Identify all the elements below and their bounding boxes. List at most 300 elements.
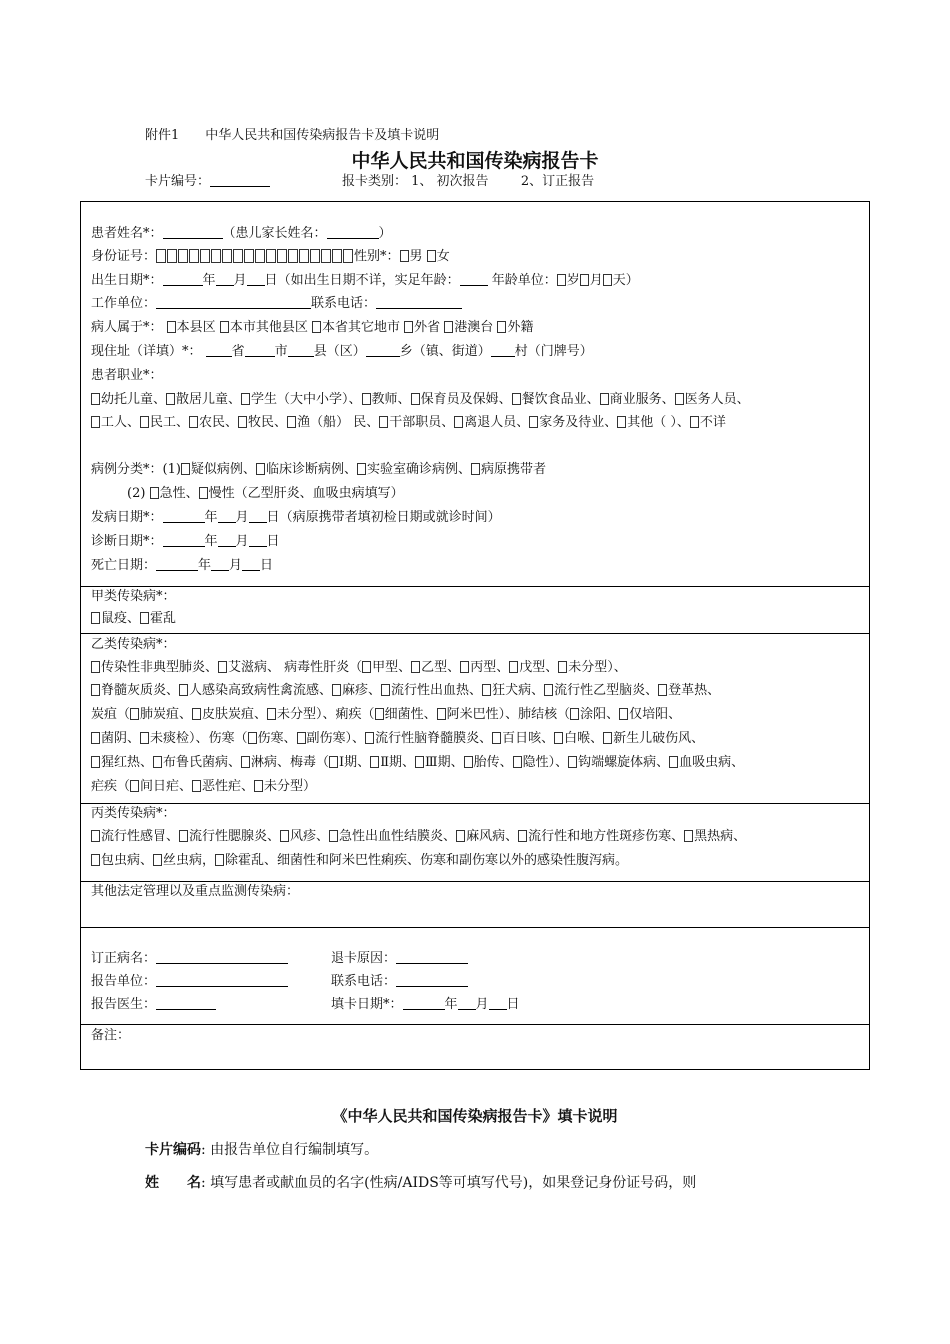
option-checkbox[interactable] bbox=[482, 684, 491, 696]
option-checkbox[interactable] bbox=[254, 780, 263, 792]
option-label: 流行性乙型脑炎、 bbox=[554, 683, 659, 698]
age-unit-label: 岁 bbox=[566, 273, 580, 288]
option-checkbox[interactable] bbox=[91, 393, 100, 405]
month-unit: 月 bbox=[235, 534, 249, 549]
belong-checkbox[interactable] bbox=[497, 321, 506, 333]
id-number-boxes[interactable] bbox=[156, 249, 354, 264]
class-b-label: 乙类传染病*： bbox=[91, 637, 176, 652]
option-label: 阿米巴性）、肺结核（ bbox=[446, 707, 571, 722]
option-label: Ⅱ期、 bbox=[380, 755, 416, 770]
male-checkbox[interactable] bbox=[400, 250, 409, 262]
option-label: 黑热病、 bbox=[694, 829, 747, 844]
belong-option-label: 本省其它地市 bbox=[321, 320, 400, 335]
option-label: 离退人员、 bbox=[464, 415, 530, 430]
instruction-2-label: 姓 名 bbox=[145, 1175, 201, 1191]
page-title: 中华人民共和国传染病报告卡 bbox=[351, 150, 599, 172]
id-digit-box[interactable] bbox=[343, 249, 353, 263]
option-label: 麻疹、 bbox=[342, 683, 382, 698]
option-label: 流行性感冒、 bbox=[101, 829, 180, 844]
unit-row bbox=[91, 973, 288, 991]
birth-day-input[interactable] bbox=[247, 273, 265, 286]
instructions-title: 《中华人民共和国传染病报告卡》填卡说明 bbox=[332, 1107, 618, 1125]
option-checkbox[interactable] bbox=[329, 830, 338, 842]
option-checkbox[interactable] bbox=[513, 756, 522, 768]
option-label: 流行性出血热、 bbox=[391, 683, 483, 698]
option-label: 艾滋病、 病毒性肝炎（ bbox=[228, 660, 363, 675]
option-checkbox[interactable] bbox=[256, 463, 265, 475]
class-b-options-3 bbox=[130, 707, 681, 722]
option-checkbox[interactable] bbox=[166, 393, 175, 405]
option-checkbox[interactable] bbox=[215, 854, 224, 866]
option-checkbox[interactable] bbox=[150, 487, 159, 499]
doctor-input[interactable] bbox=[156, 997, 216, 1010]
address-input[interactable] bbox=[245, 344, 275, 357]
option-checkbox[interactable] bbox=[189, 416, 198, 428]
belong-options bbox=[163, 320, 534, 335]
instruction-1-text: : 由报告单位自行编制填写。 bbox=[201, 1142, 379, 1158]
option-label: 牧民、 bbox=[248, 415, 288, 430]
option-label: 教师、 bbox=[371, 392, 411, 407]
option-checkbox[interactable] bbox=[91, 732, 100, 744]
option-label: 包虫病、 bbox=[101, 853, 154, 868]
option-label: 百日咳、 bbox=[502, 731, 555, 746]
report-type-initial[interactable]: 1、 初次报告 bbox=[411, 174, 489, 189]
option-label: 临床诊断病例、 bbox=[265, 462, 357, 477]
onset-day-input[interactable] bbox=[249, 510, 267, 523]
option-checkbox[interactable] bbox=[454, 416, 463, 428]
year-unit: 年 bbox=[204, 510, 218, 525]
class-c-row-1 bbox=[91, 828, 746, 846]
option-checkbox[interactable] bbox=[91, 612, 100, 624]
option-label: 登革热、 bbox=[668, 683, 721, 698]
option-label: 学生（大中小学）、 bbox=[251, 392, 362, 407]
option-label: 新生儿破伤风、 bbox=[613, 731, 705, 746]
case-class-options-1 bbox=[181, 462, 546, 477]
class-b-row-6 bbox=[91, 778, 316, 796]
address-input[interactable] bbox=[288, 344, 314, 357]
option-label: 副伤寒）、 bbox=[306, 731, 366, 746]
option-checkbox[interactable] bbox=[471, 463, 480, 475]
id-digit-box[interactable] bbox=[277, 249, 287, 263]
card-number-label: 卡片编号： bbox=[145, 174, 211, 189]
revised-input[interactable] bbox=[156, 951, 288, 964]
age-unit-options bbox=[557, 273, 626, 288]
birth-label: 出生日期*： bbox=[91, 273, 163, 288]
option-label: 细菌性、 bbox=[384, 707, 437, 722]
age-unit-label: 年龄单位： bbox=[491, 273, 557, 288]
paren-close: ） bbox=[378, 226, 392, 241]
female-label: 女 bbox=[436, 249, 450, 264]
option-checkbox[interactable] bbox=[603, 732, 612, 744]
option-label: 商业服务、 bbox=[609, 392, 675, 407]
divider bbox=[81, 881, 869, 882]
month-unit: 月 bbox=[475, 997, 489, 1012]
option-label: 保育员及保姆、 bbox=[420, 392, 512, 407]
parent-name-input[interactable] bbox=[327, 226, 379, 239]
age-unit-checkbox[interactable] bbox=[603, 274, 612, 286]
work-label: 工作单位： bbox=[91, 296, 157, 311]
withdraw-label: 退卡原因： bbox=[331, 951, 397, 966]
option-checkbox[interactable] bbox=[375, 708, 384, 720]
address-input[interactable] bbox=[206, 344, 232, 357]
option-label: 菌阴、 bbox=[101, 731, 141, 746]
address-part-label: （门牌号） bbox=[527, 344, 593, 359]
unit-label: 报告单位： bbox=[91, 974, 157, 989]
option-checkbox[interactable] bbox=[357, 463, 366, 475]
option-checkbox[interactable] bbox=[130, 780, 139, 792]
option-label: 人感染高致病性禽流感、 bbox=[189, 683, 333, 698]
option-checkbox[interactable] bbox=[554, 732, 563, 744]
instruction-line-1 bbox=[145, 1139, 378, 1159]
id-digit-box[interactable] bbox=[255, 249, 265, 263]
option-checkbox[interactable] bbox=[669, 756, 678, 768]
option-label: 未分型）、 bbox=[568, 660, 627, 675]
id-digit-box[interactable] bbox=[222, 249, 232, 263]
option-checkbox[interactable] bbox=[658, 684, 667, 696]
death-day-input[interactable] bbox=[242, 558, 260, 571]
option-label: 流行性和地方性斑疹伤寒、 bbox=[528, 829, 685, 844]
address-row bbox=[91, 343, 593, 361]
option-checkbox[interactable] bbox=[153, 756, 162, 768]
diagnosis-day-input[interactable] bbox=[249, 534, 267, 547]
id-digit-box[interactable] bbox=[332, 249, 342, 263]
id-digit-box[interactable] bbox=[211, 249, 221, 263]
option-label: 丙型、 bbox=[470, 660, 510, 675]
birth-year-input[interactable] bbox=[163, 273, 203, 286]
option-label: 医务人员、 bbox=[684, 392, 750, 407]
option-checkbox[interactable] bbox=[456, 830, 465, 842]
id-digit-box[interactable] bbox=[178, 249, 188, 263]
option-checkbox[interactable] bbox=[91, 830, 100, 842]
doctor-row bbox=[91, 996, 216, 1014]
case-class-options-2 bbox=[150, 486, 404, 501]
option-label: 淋病、梅毒（ bbox=[251, 755, 330, 770]
option-label: 流行性脑脊髓膜炎、 bbox=[375, 731, 493, 746]
option-checkbox[interactable] bbox=[179, 830, 188, 842]
option-checkbox[interactable] bbox=[332, 684, 341, 696]
divider bbox=[81, 586, 869, 587]
option-checkbox[interactable] bbox=[238, 416, 247, 428]
option-label: 脊髓灰质炎、 bbox=[101, 683, 180, 698]
option-checkbox[interactable] bbox=[241, 393, 250, 405]
option-label: 干部职员、 bbox=[389, 415, 455, 430]
class-b-row-1 bbox=[91, 659, 627, 677]
day-unit: 日 bbox=[264, 273, 278, 288]
option-checkbox[interactable] bbox=[329, 756, 338, 768]
class-a-label: 甲类传染病*： bbox=[91, 589, 176, 604]
option-checkbox[interactable] bbox=[91, 661, 100, 673]
day-unit: 日 bbox=[266, 510, 280, 525]
occupation-row-2 bbox=[91, 414, 726, 432]
day-unit: 日 bbox=[266, 534, 280, 549]
id-digit-box[interactable] bbox=[288, 249, 298, 263]
option-label: 隐性）、 bbox=[522, 755, 569, 770]
option-checkbox[interactable] bbox=[619, 708, 628, 720]
fill-year-input[interactable] bbox=[403, 997, 445, 1010]
option-checkbox[interactable] bbox=[287, 416, 296, 428]
option-checkbox[interactable] bbox=[690, 416, 699, 428]
option-label: 恶性疟、 bbox=[202, 779, 255, 794]
other-disease-label: 其他法定管理以及重点监测传染病： bbox=[91, 884, 300, 899]
footer-phone-label: 联系电话： bbox=[331, 974, 397, 989]
belong-row bbox=[91, 319, 533, 337]
instruction-1-label: 卡片编码 bbox=[145, 1142, 201, 1158]
option-checkbox[interactable] bbox=[512, 393, 521, 405]
option-checkbox[interactable] bbox=[544, 684, 553, 696]
option-label: 未分型） bbox=[264, 779, 317, 794]
footer-phone-row bbox=[331, 973, 468, 991]
option-checkbox[interactable] bbox=[130, 708, 139, 720]
option-checkbox[interactable] bbox=[91, 684, 100, 696]
address-input[interactable] bbox=[366, 344, 400, 357]
option-checkbox[interactable] bbox=[218, 661, 227, 673]
option-checkbox[interactable] bbox=[492, 732, 501, 744]
address-label: 现住址（详填）*： bbox=[91, 344, 202, 359]
parent-name-label: （患儿家长姓名： bbox=[222, 226, 327, 241]
option-checkbox[interactable] bbox=[192, 780, 201, 792]
onset-label: 发病日期*： bbox=[91, 510, 163, 525]
onset-year-input[interactable] bbox=[163, 510, 205, 523]
malaria-label: 疟疾（ bbox=[91, 779, 131, 794]
option-label: 麻风病、 bbox=[466, 829, 519, 844]
id-digit-box[interactable] bbox=[299, 249, 309, 263]
option-label: 渔（船） 民、 bbox=[297, 415, 380, 430]
diagnosis-row bbox=[91, 533, 280, 551]
option-label: 涂阳、 bbox=[580, 707, 620, 722]
belong-checkbox[interactable] bbox=[444, 321, 453, 333]
belong-checkbox[interactable] bbox=[404, 321, 413, 333]
birth-row bbox=[91, 272, 639, 290]
option-checkbox[interactable] bbox=[241, 756, 250, 768]
age-unit-checkbox[interactable] bbox=[557, 274, 566, 286]
option-checkbox[interactable] bbox=[91, 756, 100, 768]
unit-input[interactable] bbox=[156, 974, 288, 987]
day-unit: 日 bbox=[260, 558, 274, 573]
id-digit-box[interactable] bbox=[189, 249, 199, 263]
option-label: 不详 bbox=[699, 415, 726, 430]
option-label: 白喉、 bbox=[564, 731, 604, 746]
class-b-row-2 bbox=[91, 682, 720, 700]
option-label: 未分型）、痢疾（ bbox=[277, 707, 375, 722]
report-type-revised[interactable]: 2、订正报告 bbox=[520, 174, 595, 189]
patient-name-input[interactable] bbox=[163, 226, 223, 239]
option-checkbox[interactable] bbox=[600, 393, 609, 405]
option-checkbox[interactable] bbox=[415, 756, 424, 768]
attachment-line: 附件1 中华人民共和国传染病报告卡及填卡说明 bbox=[145, 128, 440, 143]
option-label: Ⅲ期、 bbox=[425, 755, 464, 770]
report-type-label: 报卡类别： bbox=[342, 174, 408, 189]
female-checkbox[interactable] bbox=[427, 250, 436, 262]
option-checkbox[interactable] bbox=[153, 854, 162, 866]
work-input[interactable] bbox=[156, 296, 311, 309]
option-checkbox[interactable] bbox=[568, 756, 577, 768]
option-checkbox[interactable] bbox=[140, 732, 149, 744]
age-unit-label: 天 bbox=[612, 273, 626, 288]
option-checkbox[interactable] bbox=[362, 661, 371, 673]
address-input[interactable] bbox=[491, 344, 515, 357]
id-digit-box[interactable] bbox=[233, 249, 243, 263]
belong-checkbox[interactable] bbox=[312, 321, 321, 333]
belong-option-label: 外籍 bbox=[507, 320, 534, 335]
report-type-row bbox=[342, 170, 594, 189]
paren-close: ） bbox=[625, 273, 639, 288]
option-label: 霍乱 bbox=[150, 611, 177, 626]
class-b-row-3 bbox=[91, 706, 681, 724]
id-digit-box[interactable] bbox=[156, 249, 166, 263]
address-part-label: 市 bbox=[274, 344, 288, 359]
remark-label: 备注： bbox=[91, 1028, 131, 1043]
option-label: 仅培阳、 bbox=[629, 707, 682, 722]
option-checkbox[interactable] bbox=[617, 416, 626, 428]
age-unit-label: 月 bbox=[589, 273, 603, 288]
option-label: 病原携带者 bbox=[480, 462, 546, 477]
option-label: 流行性腮腺炎、 bbox=[189, 829, 281, 844]
id-digit-box[interactable] bbox=[200, 249, 210, 263]
id-digit-box[interactable] bbox=[167, 249, 177, 263]
option-label: 急性出血性结膜炎、 bbox=[339, 829, 457, 844]
month-unit: 月 bbox=[229, 558, 243, 573]
option-checkbox[interactable] bbox=[91, 854, 100, 866]
belong-label: 病人属于*： bbox=[91, 320, 163, 335]
diagnosis-year-input[interactable] bbox=[163, 534, 205, 547]
case-class-label: 病例分类*：(1) bbox=[91, 462, 181, 477]
revised-row bbox=[91, 950, 288, 968]
onset-month-input[interactable] bbox=[218, 510, 236, 523]
option-checkbox[interactable] bbox=[192, 708, 201, 720]
case-class-row-1 bbox=[91, 461, 546, 479]
id-digit-box[interactable] bbox=[244, 249, 254, 263]
occupation-label: 患者职业*： bbox=[91, 368, 163, 383]
case-class-2-label: (2) bbox=[127, 486, 146, 501]
withdraw-input[interactable] bbox=[396, 951, 468, 964]
fill-month-input[interactable] bbox=[458, 997, 476, 1010]
option-checkbox[interactable] bbox=[199, 487, 208, 499]
belong-option-label: 本市其他县区 bbox=[229, 320, 308, 335]
class-b-row-4 bbox=[91, 730, 704, 748]
birth-note: （如出生日期不详，实足年龄： bbox=[277, 273, 460, 288]
option-label: 除霍乱、细菌性和阿米巴性痢疾、伤寒和副伤寒以外的感染性腹泻病。 bbox=[225, 853, 629, 868]
option-label: 鼠疫、 bbox=[101, 611, 141, 626]
option-label: 农民、 bbox=[199, 415, 239, 430]
id-digit-box[interactable] bbox=[321, 249, 331, 263]
address-part-label: 县（区） bbox=[313, 344, 366, 359]
option-checkbox[interactable] bbox=[91, 416, 100, 428]
footer-phone-input[interactable] bbox=[396, 974, 468, 987]
option-checkbox[interactable] bbox=[365, 732, 374, 744]
option-label: 皮肤炭疽、 bbox=[202, 707, 268, 722]
option-checkbox[interactable] bbox=[370, 756, 379, 768]
age-input[interactable] bbox=[460, 273, 488, 286]
belong-checkbox[interactable] bbox=[220, 321, 229, 333]
option-checkbox[interactable] bbox=[181, 463, 190, 475]
divider bbox=[81, 1024, 869, 1025]
option-checkbox[interactable] bbox=[675, 393, 684, 405]
option-label: 急性、 bbox=[159, 486, 199, 501]
option-label: 丝虫病， bbox=[163, 853, 216, 868]
option-label: 风疹、 bbox=[290, 829, 330, 844]
diagnosis-month-input[interactable] bbox=[218, 534, 236, 547]
fill-day-input[interactable] bbox=[489, 997, 507, 1010]
option-label: 布鲁氏菌病、 bbox=[163, 755, 242, 770]
id-row bbox=[91, 248, 450, 266]
death-year-input[interactable] bbox=[156, 558, 198, 571]
sex-label: 性别*： bbox=[354, 249, 400, 264]
year-unit: 年 bbox=[204, 534, 218, 549]
belong-checkbox[interactable] bbox=[167, 321, 176, 333]
option-checkbox[interactable] bbox=[381, 684, 390, 696]
option-checkbox[interactable] bbox=[570, 708, 579, 720]
occupation-row-1 bbox=[91, 391, 750, 409]
option-label: 钩端螺旋体病、 bbox=[578, 755, 670, 770]
belong-option-label: 外省 bbox=[414, 320, 441, 335]
option-label: 家务及待业、 bbox=[539, 415, 618, 430]
class-b-row-5 bbox=[91, 754, 744, 772]
option-checkbox[interactable] bbox=[464, 756, 473, 768]
option-checkbox[interactable] bbox=[684, 830, 693, 842]
option-label: 伤寒、 bbox=[257, 731, 297, 746]
id-digit-box[interactable] bbox=[310, 249, 320, 263]
option-checkbox[interactable] bbox=[362, 393, 371, 405]
option-label: 传染性非典型肺炎、 bbox=[101, 660, 219, 675]
option-checkbox[interactable] bbox=[411, 393, 420, 405]
address-part-label: 村 bbox=[514, 344, 528, 359]
year-unit: 年 bbox=[202, 273, 216, 288]
work-row bbox=[91, 295, 462, 313]
option-label: 民工、 bbox=[150, 415, 190, 430]
option-checkbox[interactable] bbox=[437, 708, 446, 720]
class-c-row-2 bbox=[91, 852, 628, 870]
option-checkbox[interactable] bbox=[297, 732, 306, 744]
option-checkbox[interactable] bbox=[411, 661, 420, 673]
option-checkbox[interactable] bbox=[558, 661, 567, 673]
option-checkbox[interactable] bbox=[267, 708, 276, 720]
phone-input[interactable] bbox=[376, 296, 462, 309]
option-checkbox[interactable] bbox=[518, 830, 527, 842]
option-checkbox[interactable] bbox=[509, 661, 518, 673]
option-checkbox[interactable] bbox=[529, 416, 538, 428]
class-b-options-6 bbox=[130, 779, 316, 794]
patient-name-label: 患者姓名*： bbox=[91, 226, 163, 241]
option-label: 狂犬病、 bbox=[492, 683, 545, 698]
case-class-row-2 bbox=[127, 485, 404, 503]
option-checkbox[interactable] bbox=[179, 684, 188, 696]
age-unit-checkbox[interactable] bbox=[580, 274, 589, 286]
option-label: 实验室确诊病例、 bbox=[366, 462, 471, 477]
death-month-input[interactable] bbox=[211, 558, 229, 571]
option-label: 其他（ ）、 bbox=[627, 415, 690, 430]
onset-row bbox=[91, 509, 501, 527]
option-checkbox[interactable] bbox=[140, 416, 149, 428]
month-unit: 月 bbox=[233, 273, 247, 288]
fill-date-row bbox=[331, 996, 520, 1014]
option-label: 幼托儿童、 bbox=[101, 392, 167, 407]
day-unit: 日 bbox=[506, 997, 520, 1012]
option-label: 血吸虫病、 bbox=[679, 755, 745, 770]
option-label: 肺炭疽、 bbox=[140, 707, 193, 722]
id-digit-box[interactable] bbox=[266, 249, 276, 263]
card-number-input[interactable] bbox=[210, 174, 270, 187]
option-checkbox[interactable] bbox=[379, 416, 388, 428]
fill-date-label: 填卡日期*： bbox=[331, 997, 403, 1012]
option-checkbox[interactable] bbox=[280, 830, 289, 842]
birth-month-input[interactable] bbox=[216, 273, 234, 286]
option-label: Ⅰ期、 bbox=[339, 755, 371, 770]
option-checkbox[interactable] bbox=[140, 612, 149, 624]
divider bbox=[81, 633, 869, 634]
option-checkbox[interactable] bbox=[248, 732, 257, 744]
address-part-label: 省 bbox=[231, 344, 245, 359]
option-checkbox[interactable] bbox=[460, 661, 469, 673]
